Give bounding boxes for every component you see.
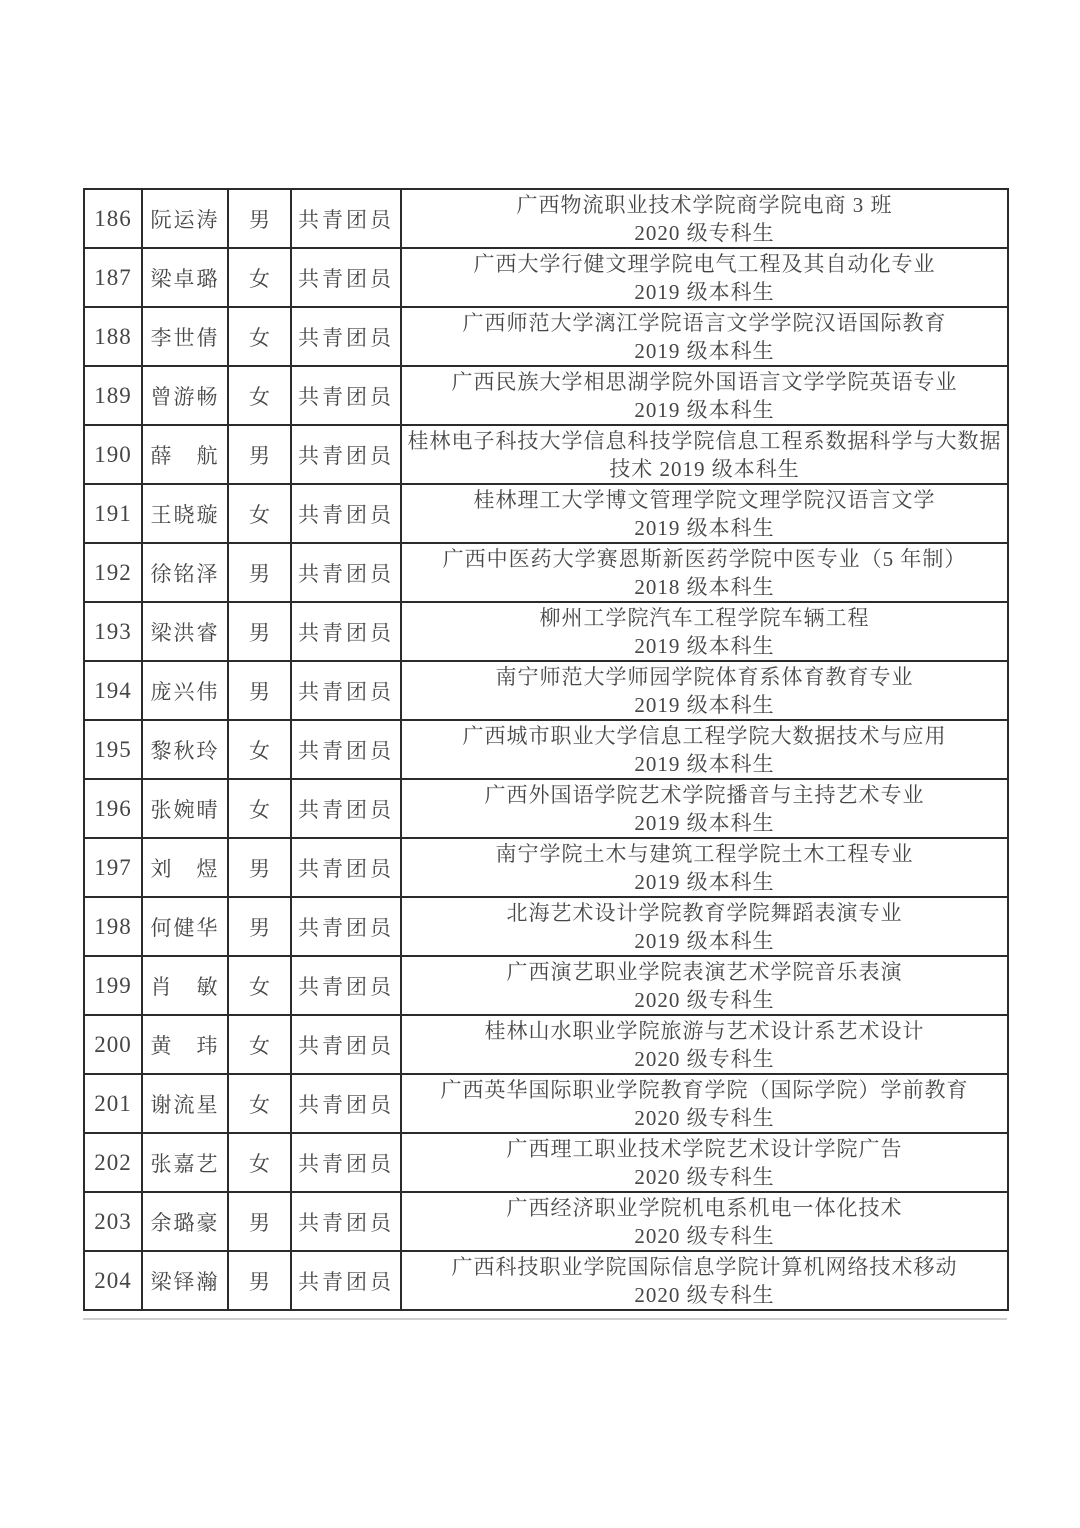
student-name-cell: 黄 玮 bbox=[142, 1015, 228, 1074]
political-status-cell: 共青团员 bbox=[291, 897, 401, 956]
school-major-cell bbox=[401, 425, 1008, 484]
political-status-cell: 共青团员 bbox=[291, 189, 401, 248]
political-status-cell: 共青团员 bbox=[291, 956, 401, 1015]
political-status-cell: 共青团员 bbox=[291, 1133, 401, 1192]
school-major-line1: 桂林电子科技大学信息科技学院信息工程系数据科学与大数据 bbox=[407, 428, 1002, 453]
school-major-line2: 2020 级专科生 bbox=[634, 1105, 775, 1130]
school-major-line2: 2020 级专科生 bbox=[634, 220, 775, 245]
student-name-cell: 阮运涛 bbox=[142, 189, 228, 248]
school-major-line1: 广西物流职业技术学院商学院电商 3 班 bbox=[516, 192, 893, 217]
student-name-cell: 梁洪睿 bbox=[142, 602, 228, 661]
roster-row bbox=[84, 1251, 1008, 1310]
school-major-line2: 2020 级专科生 bbox=[634, 1282, 775, 1307]
school-major-line2: 2020 级专科生 bbox=[634, 1046, 775, 1071]
roster-row bbox=[84, 189, 1008, 248]
roster-row bbox=[84, 1015, 1008, 1074]
political-status-cell: 共青团员 bbox=[291, 1192, 401, 1251]
gender-cell: 男 bbox=[228, 543, 291, 602]
school-major-cell bbox=[401, 1133, 1008, 1192]
roster-row bbox=[84, 838, 1008, 897]
school-major-line2: 2019 级本科生 bbox=[634, 633, 775, 658]
political-status-cell: 共青团员 bbox=[291, 1015, 401, 1074]
school-major-line1: 广西英华国际职业学院教育学院（国际学院）学前教育 bbox=[440, 1077, 969, 1102]
gender-cell: 女 bbox=[228, 307, 291, 366]
gender-cell: 女 bbox=[228, 484, 291, 543]
student-name-cell: 梁卓璐 bbox=[142, 248, 228, 307]
political-status-cell: 共青团员 bbox=[291, 543, 401, 602]
school-major-line2: 2019 级本科生 bbox=[634, 928, 775, 953]
school-major-line1: 广西师范大学漓江学院语言文学学院汉语国际教育 bbox=[462, 310, 947, 335]
school-major-line2: 2019 级本科生 bbox=[634, 397, 775, 422]
table-bottom-shadow bbox=[83, 1318, 1007, 1320]
school-major-cell bbox=[401, 897, 1008, 956]
school-major-line1: 北海艺术设计学院教育学院舞蹈表演专业 bbox=[506, 900, 903, 925]
school-major-cell bbox=[401, 602, 1008, 661]
roster-row bbox=[84, 1074, 1008, 1133]
school-major-cell bbox=[401, 720, 1008, 779]
roster-row bbox=[84, 1192, 1008, 1251]
gender-cell: 女 bbox=[228, 366, 291, 425]
political-status-cell: 共青团员 bbox=[291, 366, 401, 425]
student-name-cell: 张嘉艺 bbox=[142, 1133, 228, 1192]
school-major-cell bbox=[401, 838, 1008, 897]
roster-row bbox=[84, 425, 1008, 484]
political-status-cell: 共青团员 bbox=[291, 661, 401, 720]
row-number-cell: 186 bbox=[84, 189, 142, 248]
student-name-cell: 李世倩 bbox=[142, 307, 228, 366]
gender-cell: 女 bbox=[228, 1074, 291, 1133]
row-number-cell: 200 bbox=[84, 1015, 142, 1074]
school-major-line2: 2019 级本科生 bbox=[634, 869, 775, 894]
school-major-line1: 广西外国语学院艺术学院播音与主持艺术专业 bbox=[484, 782, 925, 807]
school-major-cell bbox=[401, 1015, 1008, 1074]
political-status-cell: 共青团员 bbox=[291, 1074, 401, 1133]
row-number-cell: 194 bbox=[84, 661, 142, 720]
school-major-line2: 2020 级专科生 bbox=[634, 1223, 775, 1248]
row-number-cell: 195 bbox=[84, 720, 142, 779]
student-name-cell: 肖 敏 bbox=[142, 956, 228, 1015]
school-major-cell bbox=[401, 661, 1008, 720]
school-major-line1: 南宁学院土木与建筑工程学院土木工程专业 bbox=[495, 841, 914, 866]
row-number-cell: 196 bbox=[84, 779, 142, 838]
political-status-cell: 共青团员 bbox=[291, 307, 401, 366]
school-major-line1: 广西中医药大学赛恩斯新医药学院中医专业（5 年制） bbox=[442, 546, 967, 571]
roster-row bbox=[84, 956, 1008, 1015]
school-major-line2: 2019 级本科生 bbox=[634, 810, 775, 835]
roster-row bbox=[84, 602, 1008, 661]
school-major-cell bbox=[401, 543, 1008, 602]
gender-cell: 女 bbox=[228, 248, 291, 307]
political-status-cell: 共青团员 bbox=[291, 602, 401, 661]
school-major-cell bbox=[401, 1074, 1008, 1133]
school-major-line2: 2019 级本科生 bbox=[634, 692, 775, 717]
roster-row bbox=[84, 720, 1008, 779]
row-number-cell: 188 bbox=[84, 307, 142, 366]
gender-cell: 男 bbox=[228, 661, 291, 720]
school-major-line1: 广西大学行健文理学院电气工程及其自动化专业 bbox=[473, 251, 936, 276]
school-major-line1: 广西演艺职业学院表演艺术学院音乐表演 bbox=[506, 959, 903, 984]
school-major-cell bbox=[401, 248, 1008, 307]
student-name-cell: 黎秋玲 bbox=[142, 720, 228, 779]
roster-row bbox=[84, 543, 1008, 602]
school-major-line1: 广西城市职业大学信息工程学院大数据技术与应用 bbox=[462, 723, 947, 748]
row-number-cell: 202 bbox=[84, 1133, 142, 1192]
gender-cell: 男 bbox=[228, 1251, 291, 1310]
school-major-line2: 2019 级本科生 bbox=[634, 751, 775, 776]
row-number-cell: 203 bbox=[84, 1192, 142, 1251]
school-major-line2: 2019 级本科生 bbox=[634, 515, 775, 540]
row-number-cell: 187 bbox=[84, 248, 142, 307]
roster-row bbox=[84, 307, 1008, 366]
school-major-line2: 2019 级本科生 bbox=[634, 338, 775, 363]
school-major-line1: 广西民族大学相思湖学院外国语言文学学院英语专业 bbox=[451, 369, 958, 394]
row-number-cell: 199 bbox=[84, 956, 142, 1015]
student-name-cell: 余璐豪 bbox=[142, 1192, 228, 1251]
student-roster-table bbox=[83, 188, 1009, 1311]
student-name-cell: 刘 煜 bbox=[142, 838, 228, 897]
political-status-cell: 共青团员 bbox=[291, 1251, 401, 1310]
student-name-cell: 张婉晴 bbox=[142, 779, 228, 838]
school-major-cell bbox=[401, 189, 1008, 248]
gender-cell: 女 bbox=[228, 779, 291, 838]
political-status-cell: 共青团员 bbox=[291, 425, 401, 484]
gender-cell: 男 bbox=[228, 602, 291, 661]
school-major-line1: 广西经济职业学院机电系机电一体化技术 bbox=[506, 1195, 903, 1220]
gender-cell: 男 bbox=[228, 189, 291, 248]
school-major-line1: 广西科技职业学院国际信息学院计算机网络技术移动 bbox=[451, 1254, 958, 1279]
row-number-cell: 191 bbox=[84, 484, 142, 543]
gender-cell: 男 bbox=[228, 1192, 291, 1251]
school-major-line2: 2020 级专科生 bbox=[634, 987, 775, 1012]
student-name-cell: 徐铭泽 bbox=[142, 543, 228, 602]
political-status-cell: 共青团员 bbox=[291, 779, 401, 838]
roster-row bbox=[84, 1133, 1008, 1192]
student-name-cell: 梁铎瀚 bbox=[142, 1251, 228, 1310]
political-status-cell: 共青团员 bbox=[291, 248, 401, 307]
school-major-cell bbox=[401, 956, 1008, 1015]
school-major-line1: 广西理工职业技术学院艺术设计学院广告 bbox=[506, 1136, 903, 1161]
gender-cell: 女 bbox=[228, 956, 291, 1015]
student-name-cell: 曾游畅 bbox=[142, 366, 228, 425]
gender-cell: 男 bbox=[228, 838, 291, 897]
roster-row bbox=[84, 366, 1008, 425]
student-name-cell: 庞兴伟 bbox=[142, 661, 228, 720]
row-number-cell: 192 bbox=[84, 543, 142, 602]
roster-row bbox=[84, 897, 1008, 956]
school-major-line2: 2020 级专科生 bbox=[634, 1164, 775, 1189]
roster-row bbox=[84, 661, 1008, 720]
roster-table-body bbox=[84, 189, 1008, 1310]
school-major-cell bbox=[401, 779, 1008, 838]
political-status-cell: 共青团员 bbox=[291, 484, 401, 543]
row-number-cell: 201 bbox=[84, 1074, 142, 1133]
row-number-cell: 204 bbox=[84, 1251, 142, 1310]
school-major-line1: 桂林山水职业学院旅游与艺术设计系艺术设计 bbox=[484, 1018, 925, 1043]
row-number-cell: 189 bbox=[84, 366, 142, 425]
gender-cell: 男 bbox=[228, 897, 291, 956]
student-name-cell: 何健华 bbox=[142, 897, 228, 956]
school-major-cell bbox=[401, 366, 1008, 425]
roster-row bbox=[84, 248, 1008, 307]
school-major-cell bbox=[401, 307, 1008, 366]
school-major-line1: 桂林理工大学博文管理学院文理学院汉语言文学 bbox=[473, 487, 936, 512]
gender-cell: 女 bbox=[228, 720, 291, 779]
gender-cell: 女 bbox=[228, 1015, 291, 1074]
school-major-line2: 技术 2019 级本科生 bbox=[609, 456, 800, 481]
school-major-cell bbox=[401, 484, 1008, 543]
school-major-line1: 南宁师范大学师园学院体育系体育教育专业 bbox=[495, 664, 914, 689]
school-major-line2: 2018 级本科生 bbox=[634, 574, 775, 599]
school-major-line1: 柳州工学院汽车工程学院车辆工程 bbox=[539, 605, 870, 630]
roster-row bbox=[84, 779, 1008, 838]
student-name-cell: 王晓璇 bbox=[142, 484, 228, 543]
student-name-cell: 谢流星 bbox=[142, 1074, 228, 1133]
school-major-cell bbox=[401, 1251, 1008, 1310]
row-number-cell: 198 bbox=[84, 897, 142, 956]
roster-row bbox=[84, 484, 1008, 543]
school-major-cell bbox=[401, 1192, 1008, 1251]
row-number-cell: 197 bbox=[84, 838, 142, 897]
row-number-cell: 193 bbox=[84, 602, 142, 661]
political-status-cell: 共青团员 bbox=[291, 720, 401, 779]
school-major-line2: 2019 级本科生 bbox=[634, 279, 775, 304]
student-name-cell: 薛 航 bbox=[142, 425, 228, 484]
gender-cell: 男 bbox=[228, 425, 291, 484]
row-number-cell: 190 bbox=[84, 425, 142, 484]
political-status-cell: 共青团员 bbox=[291, 838, 401, 897]
gender-cell: 女 bbox=[228, 1133, 291, 1192]
